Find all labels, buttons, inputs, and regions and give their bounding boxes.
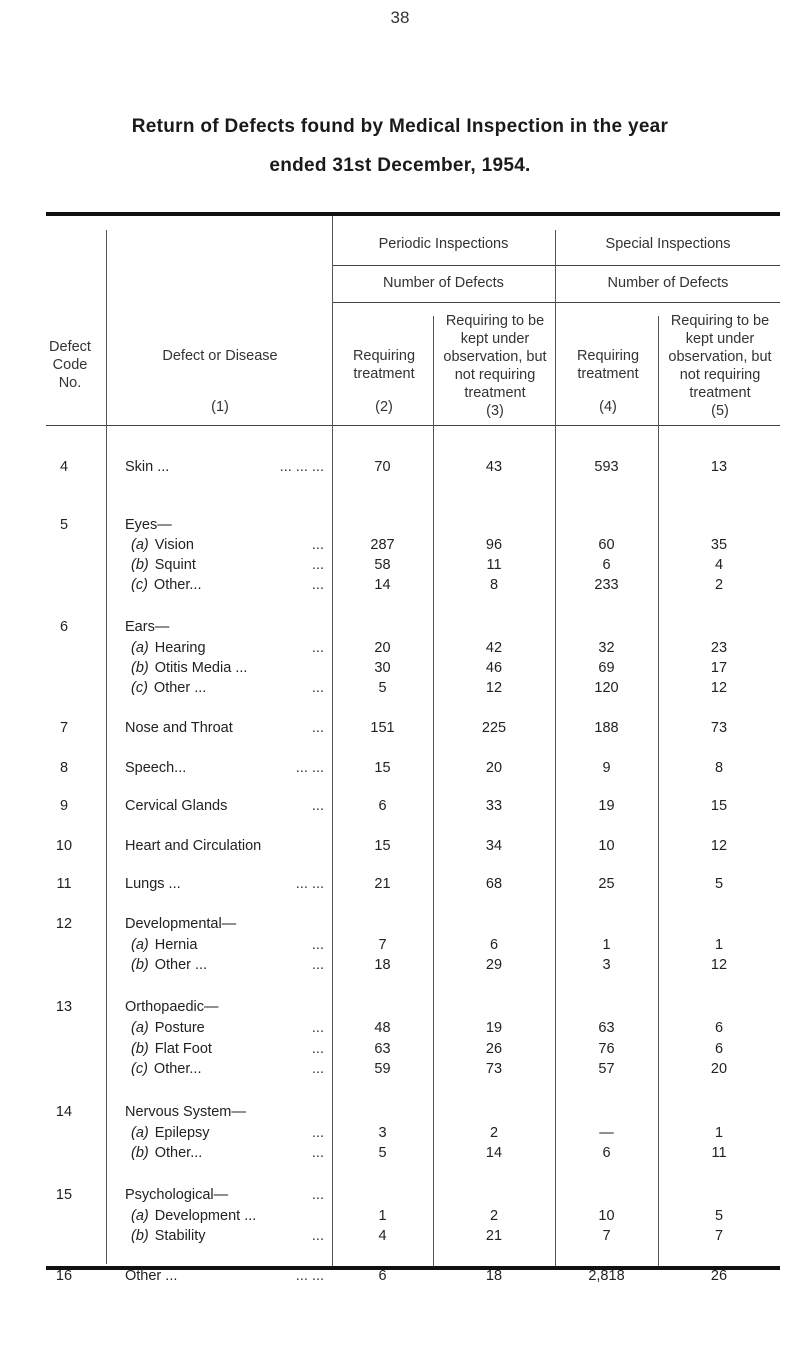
defect-count-col4: 25	[598, 876, 615, 892]
defect-count-col4: 593	[594, 459, 619, 475]
sub-item-letter: (a)	[131, 1125, 149, 1141]
defect-code: 13	[55, 999, 73, 1015]
leader-dots: ...	[311, 957, 324, 973]
defect-label: Orthopaedic—	[125, 999, 219, 1015]
header-requiring-treatment-special: Requiring treatment	[576, 348, 640, 382]
defect-count-col3: 2	[489, 1125, 499, 1141]
sub-item-label	[131, 537, 194, 553]
sub-item-letter: (a)	[131, 937, 149, 953]
table-top-rule	[46, 212, 780, 216]
defect-code: 5	[59, 517, 69, 533]
defect-count-col5: 35	[710, 537, 728, 553]
leader-dots: ...	[311, 798, 324, 814]
sub-item-label	[131, 680, 206, 696]
defect-count-col4: 63	[598, 1020, 615, 1036]
leader-dots: ...	[311, 577, 324, 593]
header-col-5: (5)	[711, 403, 729, 419]
column-divider-periodic-special	[555, 230, 556, 1266]
defect-label: Nervous System—	[125, 1104, 246, 1120]
defect-count-col4: 6	[602, 557, 611, 573]
page-subtitle: ended 31st December, 1954.	[269, 155, 531, 176]
defect-count-col4: 10	[598, 1208, 615, 1224]
defect-count-col4: 76	[598, 1041, 615, 1057]
defect-count-col2: 6	[378, 1268, 387, 1284]
defect-count-col2: 287	[370, 537, 395, 553]
column-divider-disease	[332, 216, 333, 1266]
defect-count-col5: 5	[714, 876, 724, 892]
defect-count-col3: 43	[485, 459, 503, 475]
header-requiring-observation-special: Requiring to be kept under observation, but not requiring treatment	[668, 313, 772, 401]
sub-item-text: Flat Foot	[154, 1041, 212, 1057]
defect-count-col5: 12	[710, 838, 728, 854]
defect-label: Skin ...	[125, 459, 170, 475]
sub-item-label	[131, 1145, 202, 1161]
sub-item-letter: (a)	[131, 640, 149, 656]
defect-count-col5: 2	[714, 577, 724, 593]
leader-dots: ...	[311, 1145, 324, 1161]
sub-item-label	[131, 1041, 212, 1057]
header-number-of-defects-special: Number of Defects	[607, 275, 729, 291]
defect-code: 10	[55, 838, 73, 854]
sub-item-label	[131, 577, 201, 593]
sub-item-letter: (c)	[131, 680, 148, 696]
sub-item-label	[131, 640, 206, 656]
defect-label: Other ...	[125, 1268, 178, 1284]
defect-count-col3: 8	[489, 577, 499, 593]
defect-count-col4: 233	[594, 577, 619, 593]
page-title: Return of Defects found by Medical Inspection in the year	[131, 116, 669, 137]
header-col-3: (3)	[486, 403, 504, 419]
defect-count-col4: 1	[602, 937, 611, 953]
leader-dots: ...	[311, 640, 324, 656]
header-number-of-defects-periodic: Number of Defects	[383, 275, 504, 291]
defect-count-col2: 14	[374, 577, 391, 593]
defect-label: Lungs ...	[125, 876, 181, 892]
sub-item-label	[131, 660, 247, 676]
sub-item-label	[131, 957, 207, 973]
defect-count-col5: 13	[710, 459, 728, 475]
sub-item-text: Otitis Media ...	[154, 660, 248, 676]
sub-item-text: Vision	[154, 537, 194, 553]
defect-count-col5: 26	[710, 1268, 728, 1284]
defect-label: Psychological—	[125, 1187, 229, 1203]
defect-count-col4: 7	[602, 1228, 611, 1244]
defect-count-col3: 6	[489, 937, 499, 953]
defect-count-col4: 10	[598, 838, 615, 854]
defect-code: 14	[55, 1104, 73, 1120]
defect-count-col3: 18	[485, 1268, 503, 1284]
defect-count-col5: 4	[714, 557, 724, 573]
leader-dots: ... ...	[295, 760, 324, 776]
defect-count-col3: 42	[485, 640, 503, 656]
sub-item-text: Hearing	[154, 640, 206, 656]
defect-count-col3: 14	[485, 1145, 503, 1161]
defect-count-col3: 2	[489, 1208, 499, 1224]
defect-code: 7	[59, 720, 69, 736]
defect-count-col2: 21	[374, 876, 391, 892]
defect-count-col3: 21	[485, 1228, 503, 1244]
sub-item-label	[131, 1020, 205, 1036]
defect-count-col5: 8	[714, 760, 724, 776]
sub-item-text: Posture	[154, 1020, 205, 1036]
sub-item-text: Stability	[154, 1228, 206, 1244]
leader-dots: ...	[311, 1187, 324, 1203]
defect-count-col3: 26	[485, 1041, 503, 1057]
defect-count-col2: 151	[370, 720, 395, 736]
defect-count-col5: 15	[710, 798, 728, 814]
defect-code: 6	[59, 619, 69, 635]
sub-item-letter: (a)	[131, 1020, 149, 1036]
sub-item-letter: (b)	[131, 1041, 149, 1057]
sub-item-text: Development ...	[154, 1208, 257, 1224]
sub-item-label	[131, 1125, 210, 1141]
defect-label: Speech...	[125, 760, 187, 776]
leader-dots: ... ... ...	[279, 459, 324, 475]
defect-count-col5: 7	[714, 1228, 724, 1244]
leader-dots: ...	[311, 537, 324, 553]
defect-count-col5: 6	[714, 1041, 724, 1057]
defect-count-col5: 20	[710, 1061, 728, 1077]
header-periodic-inspections: Periodic Inspections	[378, 236, 509, 252]
defect-label: Cervical Glands	[125, 798, 228, 814]
defect-count-col3: 20	[485, 760, 503, 776]
defect-code: 8	[59, 760, 69, 776]
defect-count-col3: 34	[485, 838, 503, 854]
defect-count-col2: 59	[374, 1061, 391, 1077]
defect-count-col3: 96	[485, 537, 503, 553]
leader-dots: ...	[311, 680, 324, 696]
defect-count-col3: 19	[485, 1020, 503, 1036]
leader-dots: ... ...	[295, 1268, 324, 1284]
sub-item-label	[131, 557, 196, 573]
header-divider-1	[332, 265, 780, 266]
defect-count-col3: 33	[485, 798, 503, 814]
defect-count-col3: 11	[486, 557, 502, 573]
defect-count-col2: 1	[378, 1208, 387, 1224]
defect-count-col5: 23	[710, 640, 728, 656]
header-col-2: (2)	[375, 399, 393, 415]
sub-item-label	[131, 937, 197, 953]
leader-dots: ...	[311, 1125, 324, 1141]
leader-dots: ...	[311, 557, 324, 573]
sub-item-letter: (c)	[131, 577, 148, 593]
defect-count-col5: 12	[710, 680, 728, 696]
sub-item-letter: (b)	[131, 557, 149, 573]
defect-count-col2: 20	[374, 640, 391, 656]
defect-count-col2: 4	[378, 1228, 387, 1244]
defect-count-col4: 188	[594, 720, 619, 736]
defect-count-col2: 5	[378, 680, 387, 696]
sub-item-label	[131, 1208, 256, 1224]
header-requiring-treatment-periodic: Requiring treatment	[352, 348, 416, 382]
sub-item-letter: (c)	[131, 1061, 148, 1077]
sub-item-text: Epilepsy	[154, 1125, 210, 1141]
sub-item-letter: (a)	[131, 537, 149, 553]
sub-item-letter: (a)	[131, 1208, 149, 1224]
defect-count-col4: 32	[598, 640, 615, 656]
defect-count-col2: 5	[378, 1145, 387, 1161]
header-col-1: (1)	[211, 399, 229, 415]
leader-dots: ...	[311, 1228, 324, 1244]
defect-code: 12	[55, 916, 73, 932]
page-number: 38	[390, 8, 410, 27]
sub-item-text: Squint	[154, 557, 196, 573]
defect-count-col5: 11	[711, 1145, 727, 1161]
defect-label: Ears—	[125, 619, 170, 635]
header-requiring-observation-periodic: Requiring to be kept under observation, but not requiring treatment	[443, 313, 547, 401]
sub-item-letter: (b)	[131, 1145, 149, 1161]
sub-item-label	[131, 1061, 201, 1077]
defect-code: 16	[55, 1268, 73, 1284]
defect-count-col2: 15	[374, 838, 391, 854]
header-defect-or-disease: Defect or Disease	[162, 348, 278, 364]
defect-code: 9	[59, 798, 69, 814]
defect-count-col2: 18	[374, 957, 391, 973]
defect-count-col2: 3	[378, 1125, 387, 1141]
header-bottom-rule	[46, 425, 780, 426]
defect-count-col2: 70	[374, 459, 391, 475]
defect-count-col3: 68	[485, 876, 503, 892]
defect-count-col4: —	[599, 1125, 614, 1141]
leader-dots: ...	[311, 1020, 324, 1036]
column-divider-code	[106, 230, 107, 1264]
sub-item-text: Other ...	[153, 680, 207, 696]
sub-item-letter: (b)	[131, 1228, 149, 1244]
defect-count-col5: 12	[710, 957, 728, 973]
defect-label: Heart and Circulation	[125, 838, 262, 854]
leader-dots: ...	[311, 720, 324, 736]
defect-count-col4: 57	[598, 1061, 615, 1077]
leader-dots: ...	[311, 1061, 324, 1077]
sub-item-letter: (b)	[131, 957, 149, 973]
defect-count-col2: 7	[378, 937, 387, 953]
defect-count-col4: 60	[598, 537, 615, 553]
sub-item-letter: (b)	[131, 660, 149, 676]
sub-item-text: Other...	[153, 1061, 202, 1077]
defect-count-col3: 29	[485, 957, 503, 973]
defect-count-col5: 1	[714, 1125, 724, 1141]
defect-code: 4	[59, 459, 69, 475]
defect-count-col3: 46	[485, 660, 503, 676]
defect-count-col4: 9	[602, 760, 611, 776]
defect-count-col3: 73	[485, 1061, 503, 1077]
leader-dots: ...	[311, 1041, 324, 1057]
header-col-4: (4)	[599, 399, 617, 415]
defect-count-col4: 2,818	[588, 1268, 625, 1284]
defect-count-col5: 17	[710, 660, 728, 676]
sub-item-text: Other...	[154, 1145, 203, 1161]
defect-count-col3: 225	[481, 720, 507, 736]
defect-count-col2: 58	[374, 557, 391, 573]
defect-count-col2: 30	[374, 660, 391, 676]
defect-count-col4: 19	[598, 798, 615, 814]
defect-label: Nose and Throat	[125, 720, 233, 736]
defect-label: Developmental—	[125, 916, 237, 932]
sub-item-text: Hernia	[154, 937, 198, 953]
defect-count-col4: 6	[602, 1145, 611, 1161]
defect-label: Eyes—	[125, 517, 172, 533]
leader-dots: ... ...	[295, 876, 324, 892]
sub-item-label	[131, 1228, 206, 1244]
defect-count-col4: 69	[598, 660, 615, 676]
defect-count-col5: 73	[710, 720, 728, 736]
sub-item-text: Other ...	[154, 957, 208, 973]
defect-count-col2: 6	[378, 798, 387, 814]
defect-count-col4: 3	[602, 957, 611, 973]
defect-count-col2: 63	[374, 1041, 391, 1057]
sub-item-text: Other...	[153, 577, 202, 593]
defect-count-col2: 15	[374, 760, 391, 776]
defect-count-col5: 5	[714, 1208, 724, 1224]
leader-dots: ...	[311, 937, 324, 953]
defect-count-col3: 12	[485, 680, 503, 696]
defect-code: 15	[55, 1187, 73, 1203]
defect-count-col5: 6	[714, 1020, 724, 1036]
defect-count-col2: 48	[374, 1020, 391, 1036]
defect-count-col4: 120	[594, 680, 619, 696]
header-divider-2	[332, 302, 780, 303]
header-special-inspections: Special Inspections	[605, 236, 731, 252]
defect-count-col5: 1	[714, 937, 724, 953]
header-defect-code-no: Defect Code No.	[49, 339, 91, 391]
defect-code: 11	[56, 876, 72, 892]
